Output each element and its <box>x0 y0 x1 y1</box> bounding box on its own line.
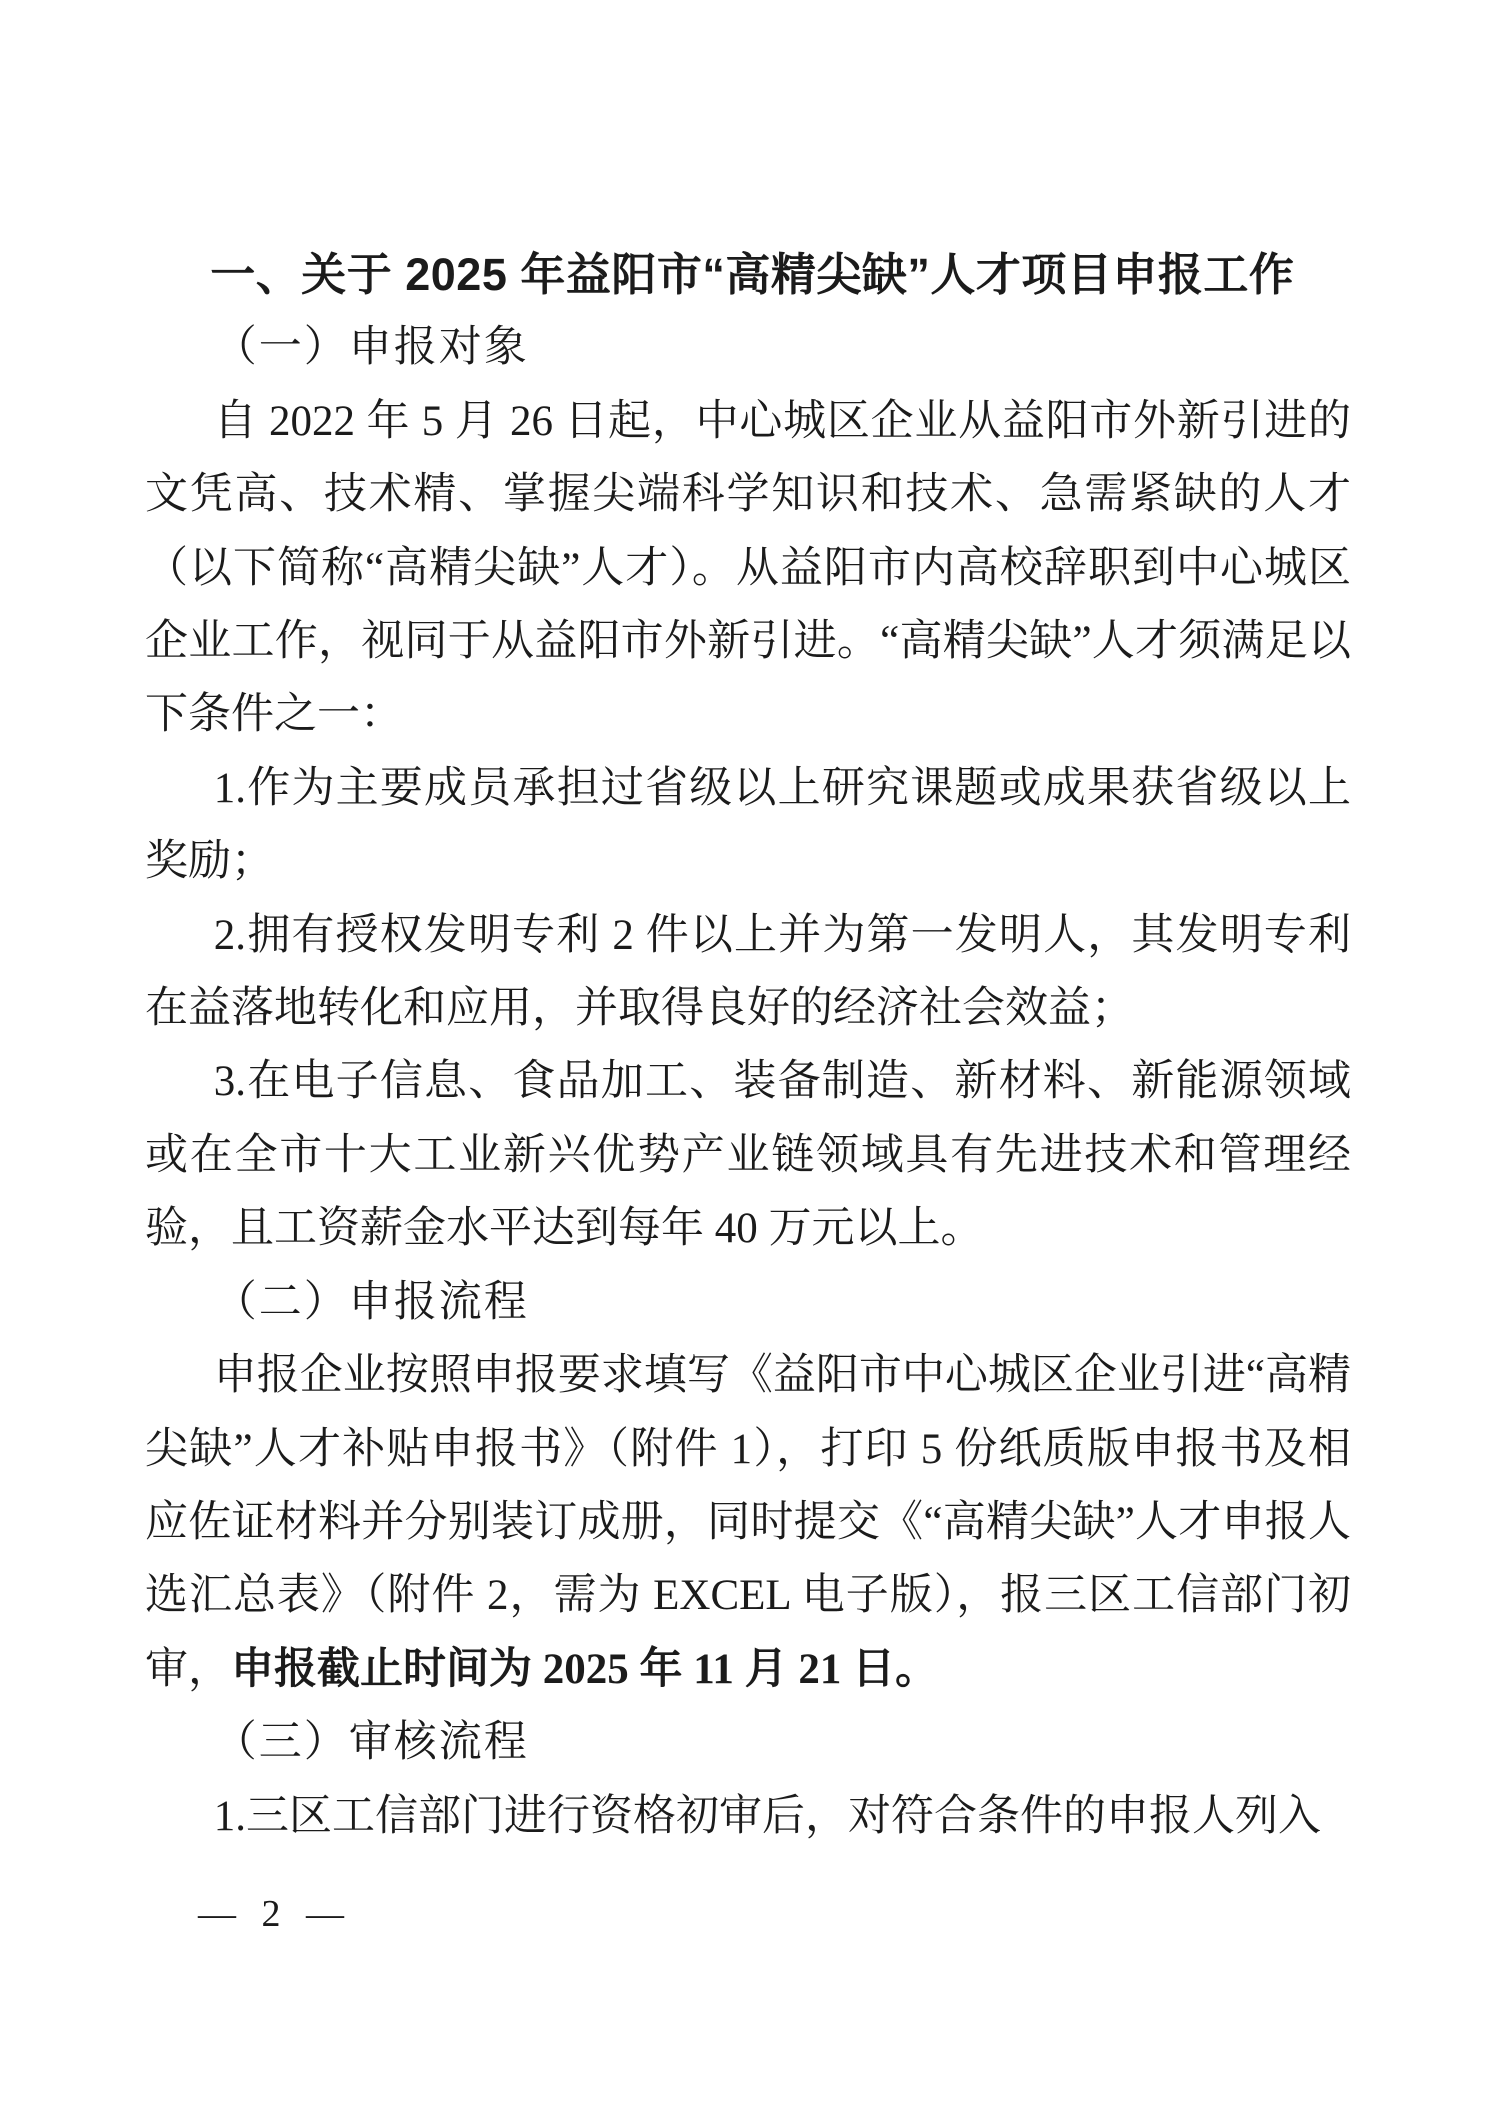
page-number: — 2 — <box>198 1893 352 1935</box>
application-deadline-text: 申报截止时间为 2025 年 11 月 21 日。 <box>231 1645 939 1693</box>
paragraph-condition-1: 1.作为主要成员承担过省级以上研究课题或成果获省级以上奖励； <box>145 764 1351 886</box>
application-process-text: 申报企业按照申报要求填写《益阳市中心城区企业引进“高精尖缺”人才补贴申报书》（附件 1），打印 5 份纸质版申报书及相应佐证材料并分别装订成册，同时提交《“高精尖缺”人才申报人选汇总表》（附件 2，需为 EXCEL 电子版），报三区工信部门初审， <box>145 1352 1351 1693</box>
paragraph-condition-2: 2.拥有授权发明专利 2 件以上并为第一发明人，其发明专利在益落地转化和应用，并取得良好的经济社会效益； <box>145 911 1351 1033</box>
paragraph-intro: 自 2022 年 5 月 26 日起，中心城区企业从益阳市外新引进的文凭高、技术精、掌握尖端科学知识和技术、急需紧缺的人才（以下简称“高精尖缺”人才）。从益阳市内高校辞职到中心城区企业工作，视同于从益阳市外新引进。“高精尖缺”人才须满足以下条件之一： <box>145 397 1351 739</box>
document-body <box>145 238 1351 1853</box>
subsection-heading-application-targets: （一）申报对象 <box>213 324 529 372</box>
subsection-heading-application-process: （二）申报流程 <box>213 1278 529 1326</box>
paragraph-application-process <box>145 1339 1351 1706</box>
paragraph-review-step-1: 1.三区工信部门进行资格初审后，对符合条件的申报人列入 <box>213 1792 1322 1840</box>
paragraph-condition-3: 3.在电子信息、食品加工、装备制造、新材料、新能源领域或在全市十大工业新兴优势产业链领域具有先进技术和管理经验，且工资薪金水平达到每年 40 万元以上。 <box>145 1058 1351 1253</box>
subsection-heading-review-process: （三）审核流程 <box>213 1719 529 1767</box>
section-heading: 一、关于 2025 年益阳市“高精尖缺”人才项目申报工作 <box>210 249 1295 300</box>
